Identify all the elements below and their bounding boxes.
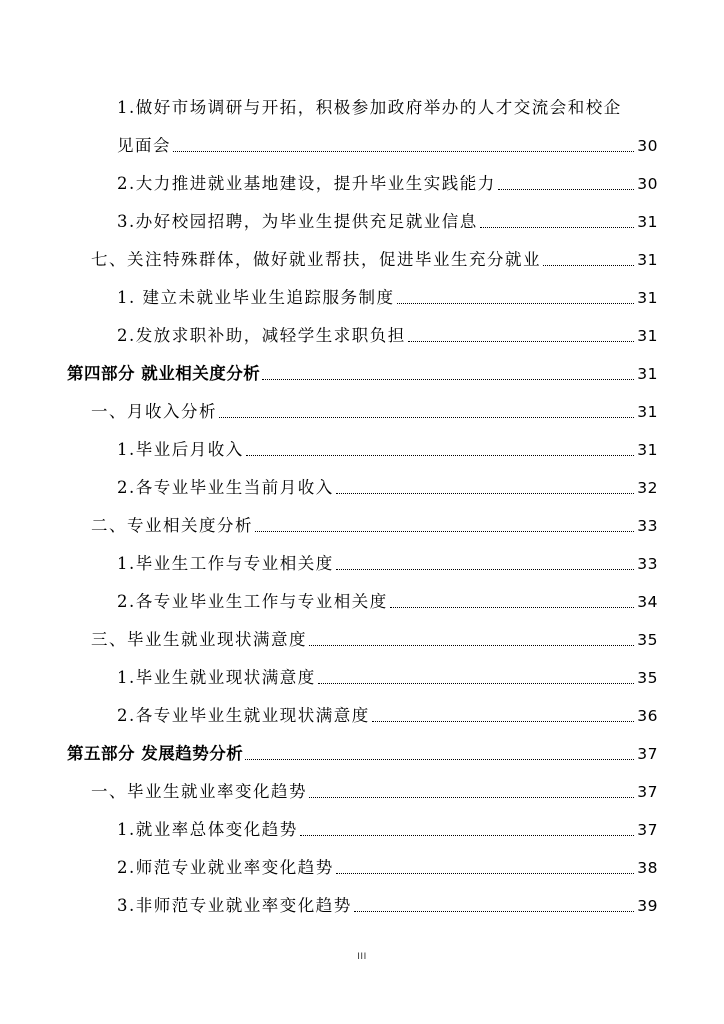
toc-entry-page: 30 [637,137,658,155]
toc-entry-title: 三、毕业生就业现状满意度 [91,630,307,649]
toc-entry-title: 2.发放求职补助，减轻学生求职负担 [117,326,406,345]
toc-entry-title: 1.就业率总体变化趋势 [117,820,298,839]
toc-entry-title: 一、月收入分析 [91,402,217,421]
leader-dots [480,227,635,228]
toc-entry-title: 1.毕业后月收入 [117,440,244,459]
toc-entry-title: 七、关注特殊群体，做好就业帮扶，促进毕业生充分就业 [91,250,541,269]
toc-entry[interactable] [91,513,658,537]
toc-entry-page: 31 [637,289,658,307]
leader-dots [300,835,635,836]
toc-part-heading[interactable] [67,741,658,765]
toc-entry-page: 31 [637,403,658,421]
toc-entry-title: 2.各专业毕业生工作与专业相关度 [117,592,388,611]
leader-dots [173,151,634,152]
toc-entry-title: 1. 建立未就业毕业生追踪服务制度 [117,288,395,307]
leader-dots [543,265,634,266]
toc-entry-title: 二、专业相关度分析 [91,516,253,535]
leader-dots [309,645,634,646]
page-number-footer: III [357,952,367,962]
toc-entry-title: 1.做好市场调研与开拓，积极参加政府举办的人才交流会和校企 [117,98,622,117]
toc-entry-page: 33 [637,517,658,535]
toc-entry-page: 31 [637,327,658,345]
toc-entry-page: 35 [637,631,658,649]
leader-dots [262,379,634,380]
toc-entry-title: 2.大力推进就业基地建设，提升毕业生实践能力 [117,174,496,193]
leader-dots [408,341,635,342]
leader-dots [246,455,635,456]
toc-entry-page: 31 [637,213,658,231]
leader-dots [397,303,635,304]
toc-entry[interactable] [117,817,658,841]
toc-entry-page: 39 [637,897,658,915]
toc-entry-title: 1.毕业生就业现状满意度 [117,668,316,687]
toc-entry-page: 31 [637,441,658,459]
toc-entry-title: 3.非师范专业就业率变化趋势 [117,896,352,915]
toc-entry-title: 2.各专业毕业生就业现状满意度 [117,706,370,725]
leader-dots [336,873,635,874]
toc-entry[interactable] [117,133,658,157]
toc-entry-page: 35 [637,669,658,687]
toc-entry[interactable] [117,475,658,499]
toc-entry[interactable] [117,285,658,309]
toc-entry[interactable] [117,703,658,727]
toc-entry-title: 2.师范专业就业率变化趋势 [117,858,334,877]
toc-entry-page: 36 [637,707,658,725]
toc-entry-page: 38 [637,859,658,877]
toc-entry-page: 31 [637,365,658,383]
toc-entry-title: 第五部分 发展趋势分析 [67,744,244,763]
leader-dots [372,721,635,722]
toc-entry-page: 33 [637,555,658,573]
toc-entry-page: 37 [637,821,658,839]
leader-dots [245,759,634,760]
toc-entry[interactable] [117,209,658,233]
leader-dots [336,493,635,494]
toc-entry-page: 37 [637,745,658,763]
toc-entry[interactable] [117,855,658,879]
toc-entry-title: 见面会 [117,136,171,155]
leader-dots [219,417,634,418]
toc-entry-title: 2.各专业毕业生当前月收入 [117,478,334,497]
toc-part-heading[interactable] [67,361,658,385]
toc-entry[interactable] [91,247,658,271]
leader-dots [255,531,634,532]
toc-entry[interactable] [117,893,658,917]
toc-entry-page: 30 [637,175,658,193]
toc-entry-title: 一、毕业生就业率变化趋势 [91,782,307,801]
toc-entry[interactable] [91,627,658,651]
leader-dots [318,683,635,684]
toc-entry-title: 第四部分 就业相关度分析 [67,364,261,383]
leader-dots [336,569,635,570]
leader-dots [390,607,635,608]
leader-dots [354,911,635,912]
toc-entry-page: 31 [637,251,658,269]
toc-entry[interactable] [117,437,658,461]
toc-entry[interactable] [117,665,658,689]
leader-dots [498,189,635,190]
toc-entry-page: 37 [637,783,658,801]
toc-entry[interactable] [117,323,658,347]
toc-entry[interactable] [117,171,658,195]
toc-entry[interactable] [91,399,658,423]
leader-dots [309,797,634,798]
toc-entry-title: 1.毕业生工作与专业相关度 [117,554,334,573]
toc-entry[interactable] [91,779,658,803]
toc-entry[interactable] [117,95,658,119]
toc-entry[interactable] [117,551,658,575]
toc-entry-page: 32 [637,479,658,497]
toc-entry-page: 34 [637,593,658,611]
toc-entry-title: 3.办好校园招聘，为毕业生提供充足就业信息 [117,212,478,231]
toc-entry[interactable] [117,589,658,613]
